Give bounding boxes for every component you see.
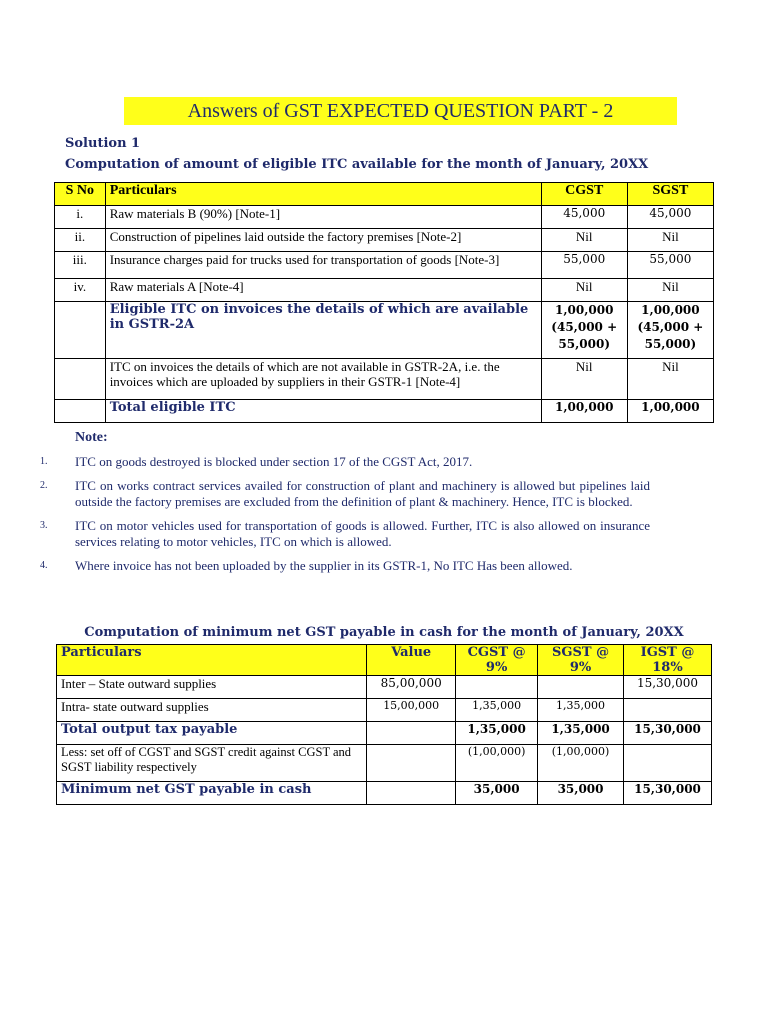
notes-list [40, 454, 650, 582]
row-cgst: 45,000 [541, 206, 627, 229]
table-row [57, 745, 712, 782]
row-particulars: Insurance charges paid for trucks used for transportation of goods [Note-3] [105, 252, 541, 279]
row-sgst: 45,000 [627, 206, 713, 229]
note-number: 4. [40, 560, 48, 571]
note-number: 1. [40, 456, 48, 467]
row-cgst: 35,000 [456, 782, 538, 805]
row-value [367, 722, 456, 745]
row-sgst: 1,35,000 [538, 699, 624, 722]
note-number: 2. [40, 480, 48, 491]
row-sgst: 1,00,000 (45,000 + 55,000) [627, 302, 713, 359]
header-particulars: Particulars [57, 645, 367, 676]
table-row [57, 782, 712, 805]
row-sgst: 1,00,000 [627, 400, 713, 423]
row-value [367, 745, 456, 782]
row-particulars: Intra- state outward supplies [57, 699, 367, 722]
row-sno: iii. [55, 252, 106, 279]
row-cgst: (1,00,000) [456, 745, 538, 782]
table-row [55, 400, 714, 423]
table-header-row [57, 645, 712, 676]
row-particulars: Total eligible ITC [105, 400, 541, 423]
solution-label: Solution 1 [65, 136, 141, 151]
table-row [57, 676, 712, 699]
row-cgst: 1,35,000 [456, 722, 538, 745]
row-sgst [538, 676, 624, 699]
table-row [55, 302, 714, 359]
row-sno: iv. [55, 279, 106, 302]
itc-table [54, 182, 714, 423]
row-cgst: 1,00,000 (45,000 + 55,000) [541, 302, 627, 359]
row-cgst: Nil [541, 279, 627, 302]
row-igst: 15,30,000 [624, 782, 712, 805]
note-item [40, 478, 650, 510]
row-cgst: 55,000 [541, 252, 627, 279]
note-heading: Note: [75, 430, 108, 445]
row-cgst: 1,35,000 [456, 699, 538, 722]
table-row [55, 279, 714, 302]
header-cgst: CGST [541, 183, 627, 206]
note-text: ITC on goods destroyed is blocked under section 17 of the CGST Act, 2017. [75, 454, 473, 469]
row-sno: i. [55, 206, 106, 229]
row-sgst: 55,000 [627, 252, 713, 279]
row-sgst: Nil [627, 229, 713, 252]
table-row [57, 722, 712, 745]
note-text: ITC on works contract services availed for construction of plant and machinery is allowed but pipelines laid outside the factory premises are excluded from the definition of plant & machinery. Hence, ITC is blocked. [75, 478, 650, 509]
header-particulars: Particulars [105, 183, 541, 206]
note-item [40, 518, 650, 550]
gst-payable-table [56, 644, 712, 805]
row-igst [624, 699, 712, 722]
row-particulars: Raw materials A [Note-4] [105, 279, 541, 302]
row-particulars: ITC on invoices the details of which are not available in GSTR-2A, i.e. the invoices which are uploaded by suppliers in their GSTR-1 [Note-4] [105, 359, 541, 400]
row-sno: ii. [55, 229, 106, 252]
row-particulars: Minimum net GST payable in cash [57, 782, 367, 805]
row-value [367, 782, 456, 805]
row-cgst [456, 676, 538, 699]
note-item [40, 558, 650, 574]
header-igst: IGST @ 18% [624, 645, 712, 676]
header-value: Value [367, 645, 456, 676]
table2-caption: Computation of minimum net GST payable in cash for the month of January, 20XX [84, 625, 684, 640]
table1-caption: Computation of amount of eligible ITC available for the month of January, 20XX [65, 157, 649, 172]
row-particulars: Inter – State outward supplies [57, 676, 367, 699]
row-particulars: Construction of pipelines laid outside the factory premises [Note-2] [105, 229, 541, 252]
note-text: ITC on motor vehicles used for transportation of goods is allowed. Further, ITC is also allowed on insurance services relating to motor vehicles, ITC on which is allowed. [75, 518, 650, 549]
row-igst [624, 745, 712, 782]
header-sgst: SGST @ 9% [538, 645, 624, 676]
row-sgst: 35,000 [538, 782, 624, 805]
row-sno [55, 302, 106, 359]
row-value: 85,00,000 [367, 676, 456, 699]
note-number: 3. [40, 520, 48, 531]
row-cgst: Nil [541, 229, 627, 252]
row-cgst: 1,00,000 [541, 400, 627, 423]
row-particulars: Eligible ITC on invoices the details of which are available in GSTR-2A [105, 302, 541, 359]
table-row [55, 359, 714, 400]
row-igst: 15,30,000 [624, 676, 712, 699]
row-sgst: 1,35,000 [538, 722, 624, 745]
table-header-row [55, 183, 714, 206]
table-row [57, 699, 712, 722]
note-item [40, 454, 650, 470]
row-sgst: (1,00,000) [538, 745, 624, 782]
row-value: 15,00,000 [367, 699, 456, 722]
note-text: Where invoice has not been uploaded by the supplier in its GSTR-1, No ITC Has been allowed. [75, 558, 573, 573]
header-cgst: CGST @ 9% [456, 645, 538, 676]
page-title: Answers of GST EXPECTED QUESTION PART - 2 [124, 97, 677, 125]
row-cgst: Nil [541, 359, 627, 400]
row-igst: 15,30,000 [624, 722, 712, 745]
row-sno [55, 359, 106, 400]
row-particulars: Less: set off of CGST and SGST credit against CGST and SGST liability respectively [57, 745, 367, 782]
table-row [55, 229, 714, 252]
header-sgst: SGST [627, 183, 713, 206]
header-sno: S No [55, 183, 106, 206]
table-row [55, 252, 714, 279]
table-row [55, 206, 714, 229]
row-sgst: Nil [627, 359, 713, 400]
row-sgst: Nil [627, 279, 713, 302]
row-particulars: Total output tax payable [57, 722, 367, 745]
row-particulars: Raw materials B (90%) [Note-1] [105, 206, 541, 229]
row-sno [55, 400, 106, 423]
